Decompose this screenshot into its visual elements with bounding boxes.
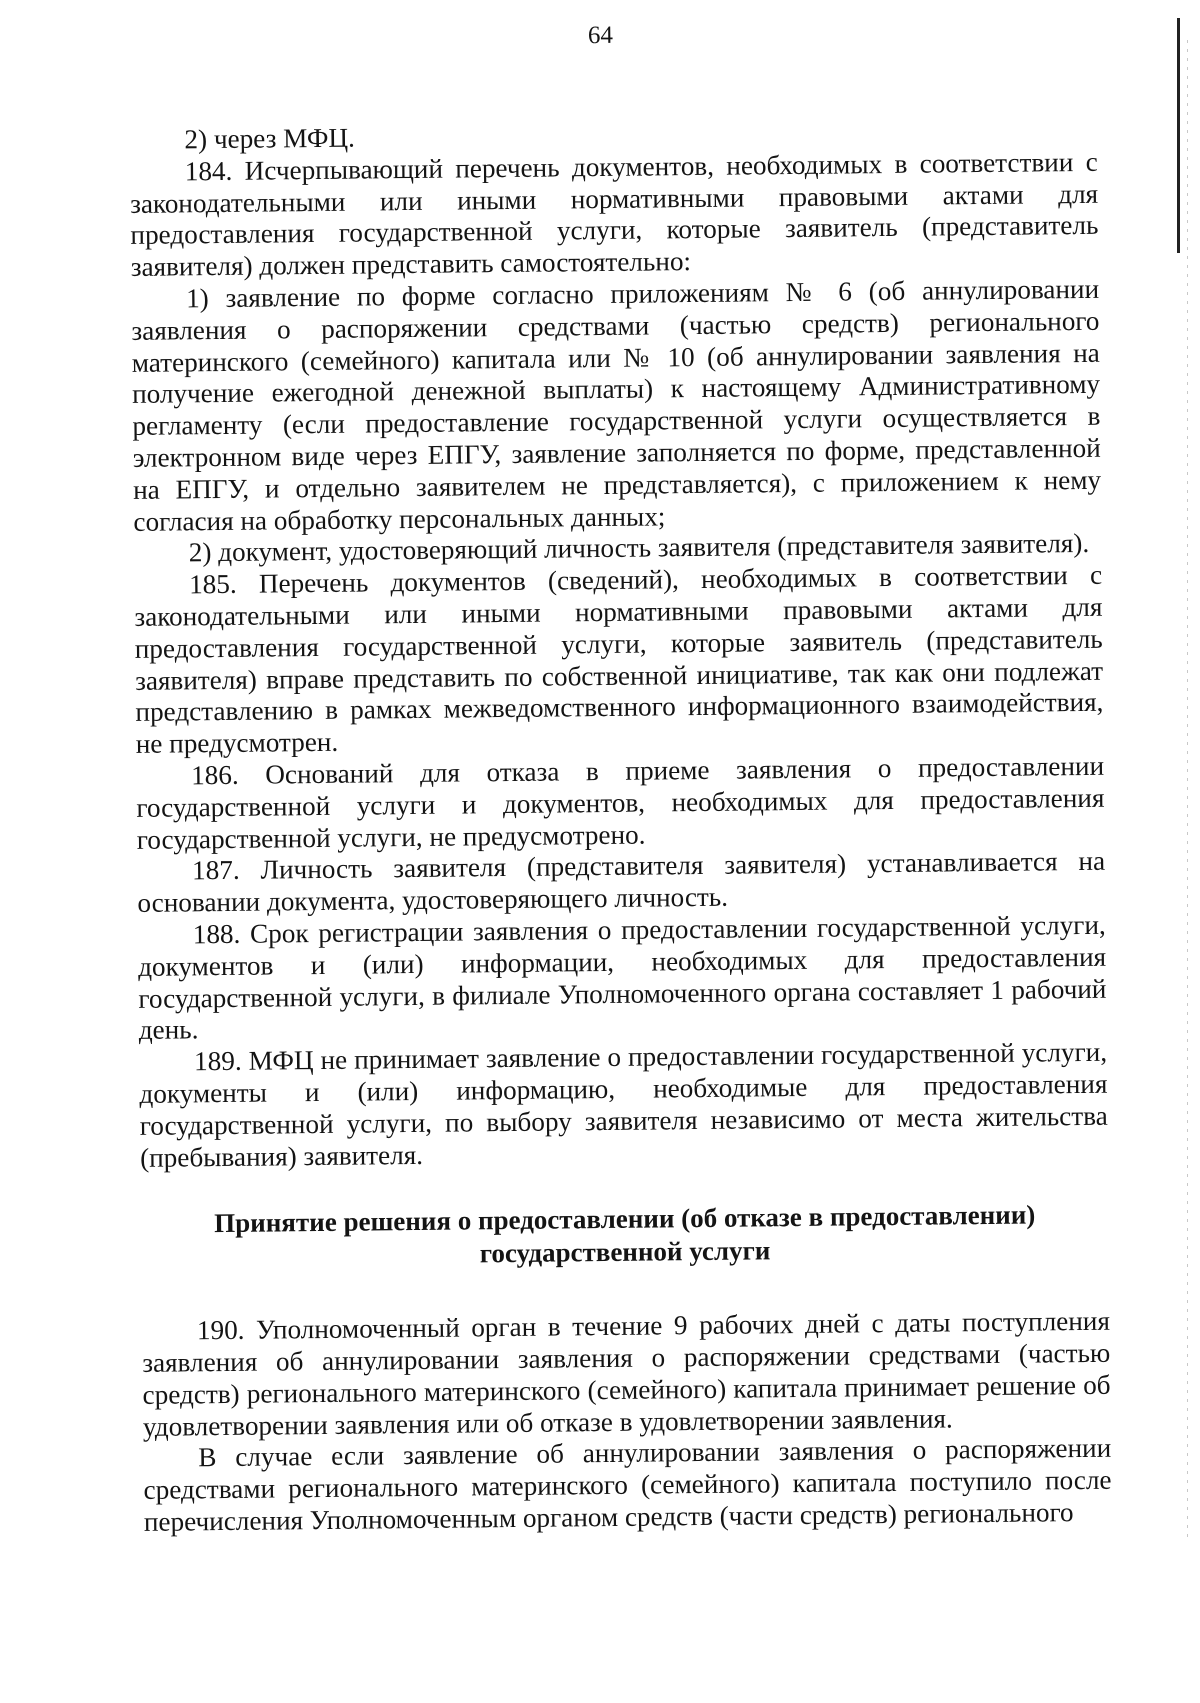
paragraph-187: 187. Личность заявителя (представителя заявителя) устанавливается на основании документа, удостоверяющего личность. [137,846,1106,919]
paragraph-190-continuation: В случае если заявление об аннулировании заявления о распоряжении средствами регионального материнского (семейного) капитала поступило после перечисления Уполномоченным органом средств (части средств) регионального [143,1433,1112,1537]
paragraph-184-item-1: 1) заявление по форме согласно приложениям № 6 (об аннулировании заявления о распоряжении средствами (частью средств) регионального материнского (семейного) капитала или № 10 (об аннулировании заявления на получение ежегодной денежной выплаты) к настоящему Административному регламенту (если предоставление государственной услуги осуществляется в электронном виде через ЕПГУ, заявление заполняется по форме, представленной на ЕПГУ, и отдельно заявителем не представляется), с приложением к нему согласия на обработку персональных данных; [131,273,1102,537]
document-body [129,115,1112,1539]
section-heading [141,1198,1110,1274]
paragraph-189: 189. МФЦ не принимает заявление о предоставлении государственной услуги, документы и (или) информацию, необходимые для предоставления государственной услуги, по выбору заявителя независимо от места жительства (пребывания) заявителя. [139,1036,1108,1173]
paragraph-via-mfc: 2) через МФЦ. [184,122,356,155]
section-heading-line-1: Принятие решения о предоставлении (об отказе в предоставлении) [214,1199,1036,1239]
paragraph-188: 188. Срок регистрации заявления о предоставлении государственной услуги, документов и (или) информации, необходимых для предоставления государственной услуги, в филиале Уполномоченного органа составляет 1 рабочий день. [137,909,1107,1046]
scan-edge-line [1177,18,1180,253]
paragraph-184-item-2: 2) документ, удостоверяющий личность заявителя (представителя заявителя). [188,528,1090,568]
scan-edge-shadow [1187,40,1188,1540]
paragraph-184: 184. Исчерпывающий перечень документов, необходимых в соответствии с законодательными или иными нормативными правовыми актами для предоставления государственной услуги, которые заявитель (представитель заявителя) должен представить самостоятельно: [129,146,1099,283]
page-number: 64 [587,21,614,50]
section-heading-line-2: государственной услуги [479,1235,771,1269]
paragraph-186: 186. Оснований для отказа в приеме заявления о предоставлении государственной услуги и документов, необходимых для предоставления государственной услуги, не предусмотрено. [136,750,1105,855]
paragraph-190: 190. Уполномоченный орган в течение 9 рабочих дней с даты поступления заявления об аннулировании заявления о распоряжении средствами (частью средств) регионального материнского (семейного) капитала принимает решение об удовлетворении заявления или об отказе в удовлетворении заявления. [142,1306,1111,1442]
paragraph-185: 185. Перечень документов (сведений), необходимых в соответствии с законодательными или иными нормативными правовыми актами для предоставления государственной услуги, которые заявитель (представитель заявителя) вправе представить по собственной инициативе, так как они подлежат представлению в рамках межведомственного информационного взаимодействия, не предусмотрен. [134,559,1104,760]
